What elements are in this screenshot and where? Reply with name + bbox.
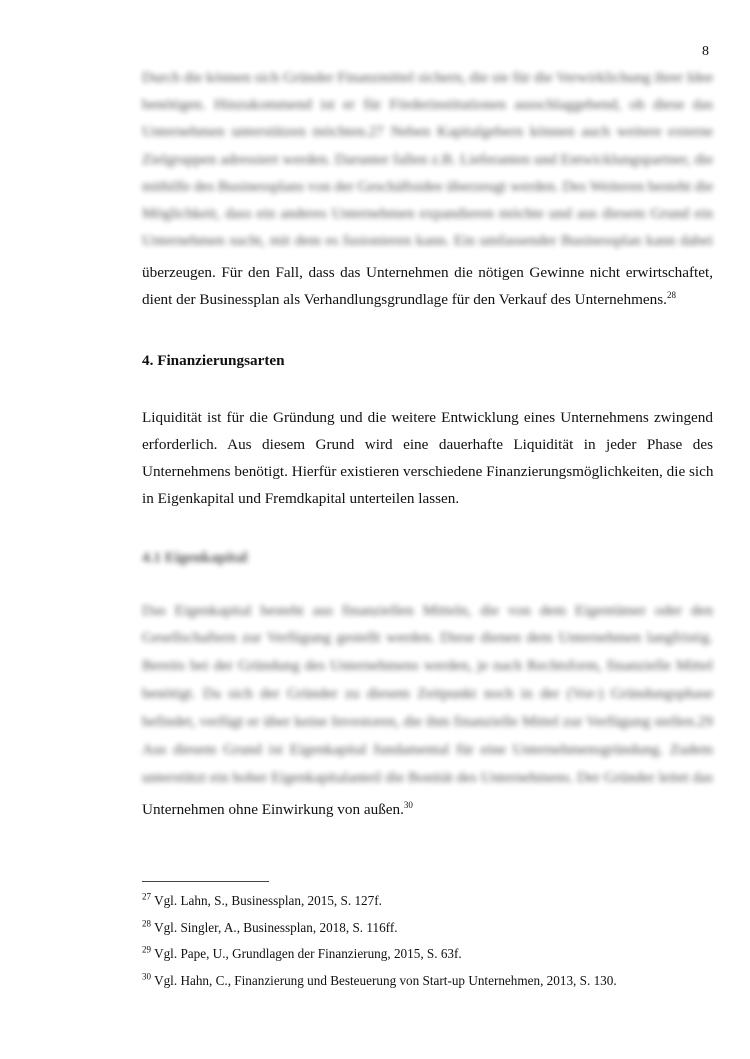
body-text: Unternehmen ohne Einwirkung von außen.	[142, 801, 404, 818]
footnote-text: Vgl. Pape, U., Grundlagen der Finanzierung, 2015, S. 63f.	[154, 946, 462, 961]
footnote-number: 29	[142, 944, 151, 955]
footnote-separator	[142, 881, 269, 882]
body-text-line	[142, 290, 713, 310]
blurred-text-line: mithilfe des Businessplans von der Geschäftsidee überzeugt werden. Des Weiteren besteht die	[142, 178, 714, 195]
blurred-text-line: Unternehmen sucht, mit dem es fusionieren kann. Ein umfassender Businessplan kann dabei	[142, 232, 713, 249]
footnote	[142, 946, 462, 962]
footnote	[142, 973, 617, 989]
footnote	[142, 920, 398, 936]
footnote-ref: 28	[666, 289, 676, 300]
blurred-text-line: Zielgruppen adressiert werden. Darunter fallen z.B. Lieferanten und Entwicklungspartner, die	[142, 151, 713, 168]
blurred-text-line: benötigen. Hinzukommend ist er für Förderinstitutionen ausschlaggebend, ob diese das	[142, 96, 713, 113]
blurred-text-line: Unternehmen unterstützen möchten.27 Neben Kapitalgebern können auch weitere externe	[142, 123, 713, 140]
footnote-text: Vgl. Lahn, S., Businessplan, 2015, S. 127f.	[154, 893, 382, 908]
footnote-text: Vgl. Singler, A., Businessplan, 2018, S. 116ff.	[154, 920, 398, 935]
page-number: 8	[702, 44, 709, 59]
blurred-text-line: Durch die können sich Gründer Finanzmittel sichern, die sie für die Verwirklichung ihrer Idee	[142, 69, 713, 86]
footnote-number: 28	[142, 918, 151, 929]
blurred-text-line: Bereits bei der Gründung des Unternehmens werden, je nach Rechtsform, finanzielle Mittel	[142, 657, 713, 674]
blurred-text-line: befindet, verfügt er über keine Investoren, die ihm finanzielle Mittel zur Verfügung stellen.29	[142, 713, 713, 730]
blurred-text-line: Aus diesem Grund ist Eigenkapital fundamental für eine Unternehmensgründung. Zudem	[142, 741, 713, 758]
body-text-line: in Eigenkapital und Fremdkapital unterteilen lassen.	[142, 490, 460, 507]
footnote-ref: 30	[403, 799, 413, 810]
body-text-line: erforderlich. Aus diesem Grund wird eine dauerhafte Liquidität in jeder Phase des	[142, 436, 713, 453]
body-text-line: überzeugen. Für den Fall, dass das Unternehmen die nötigen Gewinne nicht erwirtschaftet,	[142, 264, 713, 281]
footnote-number: 30	[142, 971, 151, 982]
blurred-text-line: Gesellschaftern zur Verfügung gestellt werden. Diese dienen dem Unternehmen langfristig.	[142, 629, 713, 646]
blurred-text-line: Das Eigenkapital besteht aus finanziellen Mitteln, die von dem Eigentümer oder den	[142, 602, 713, 619]
body-text: dient der Businessplan als Verhandlungsgrundlage für den Verkauf des Unternehmens.	[142, 291, 667, 308]
footnote-number: 27	[142, 891, 151, 902]
footnote	[142, 893, 382, 909]
blurred-text-line: Möglichkeit, dass ein anderes Unternehmen expandieren möchte und aus diesem Grund ein	[142, 205, 713, 222]
body-text-line: Liquidität ist für die Gründung und die weitere Entwicklung eines Unternehmens zwingend	[142, 409, 713, 426]
body-text-line: Unternehmens benötigt. Hierfür existieren verschiedene Finanzierungsmöglichkeiten, die sich	[142, 463, 714, 480]
body-text-line	[142, 800, 713, 820]
blurred-text-line: unterstützt ein hoher Eigenkapitalanteil die Bonität des Unternehmens. Der Gründer leitet das	[142, 769, 713, 786]
blurred-text-line: benötigt. Da sich der Gründer zu diesem Zeitpunkt noch in der (Vor-) Gründungsphase	[142, 685, 713, 702]
section-heading: 4. Finanzierungsarten	[142, 352, 285, 369]
footnote-text: Vgl. Hahn, C., Finanzierung und Besteuerung von Start-up Unternehmen, 2013, S. 130.	[154, 973, 617, 988]
subsection-heading: 4.1 Eigenkapital	[142, 549, 248, 566]
